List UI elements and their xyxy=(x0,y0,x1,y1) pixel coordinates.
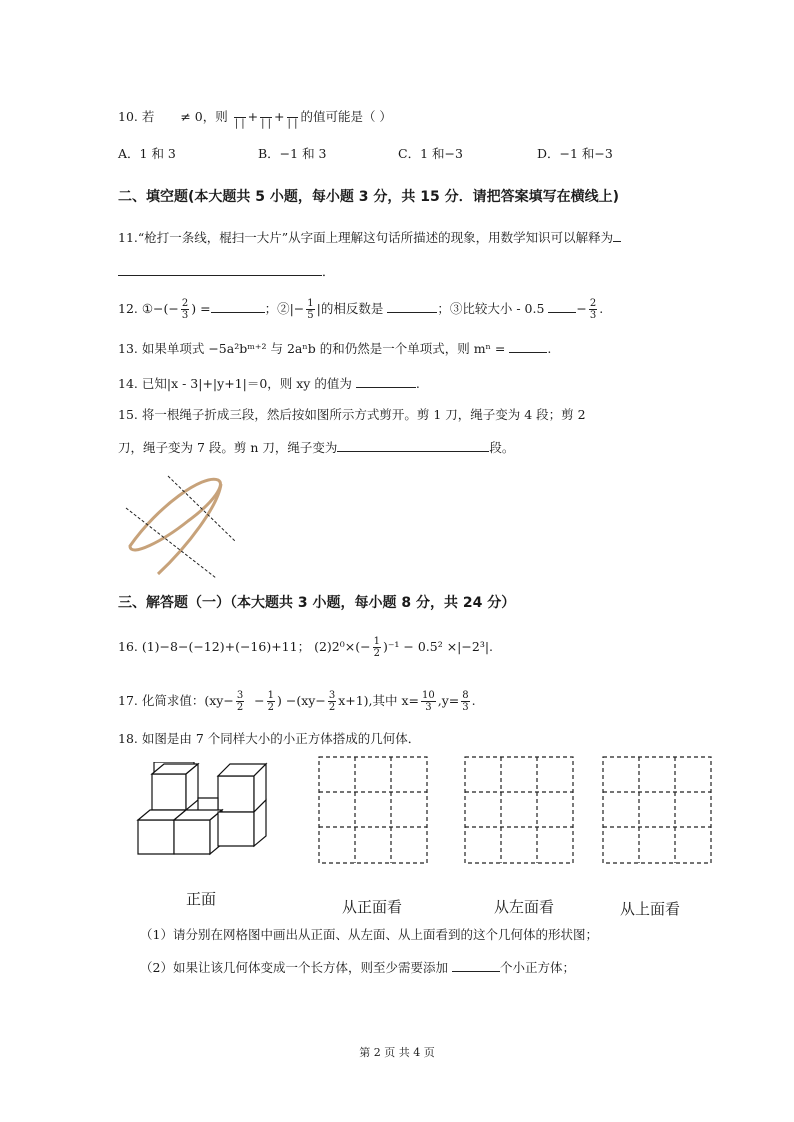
q12-frac3-num: 2 xyxy=(589,298,597,309)
q17-f3-num: 3 xyxy=(328,690,336,701)
q13-line xyxy=(118,339,551,358)
q18-sub2-text: （2）如果让该几何体变成一个长方体，则至少需要添加 xyxy=(140,960,448,975)
q11-answer-blank[interactable] xyxy=(118,262,322,276)
q17-f3-den: 2 xyxy=(328,702,336,713)
q14-line xyxy=(118,374,420,393)
q10-stem: 10. 若 ≠ 0，则 | | + | | + | | 的值可能是（ ） xyxy=(118,106,392,129)
q12-part2: ；②|− xyxy=(264,301,305,316)
q17-f1-den: 2 xyxy=(236,702,244,713)
q12-blank-3[interactable] xyxy=(548,299,576,313)
rope-figure xyxy=(118,466,243,581)
q18-stem: 18. 如图是由 7 个同样大小的小正方体搭成的几何体． xyxy=(118,731,421,746)
q12-frac2-den: 5 xyxy=(307,310,314,321)
q15-line2 xyxy=(118,438,514,457)
q12-frac2-num: 1 xyxy=(307,298,314,309)
q16-part1: 16. (1)−8−(−12)+(−16)+11； xyxy=(118,639,311,654)
q10-prefix: 10. 若 xyxy=(118,109,155,124)
grid-top-view[interactable] xyxy=(602,756,714,866)
q18-sub1: （1）请分别在网格图中画出从正面、从左面、从上面看到的这个几何体的形状图； xyxy=(140,927,598,942)
q10-option-b[interactable]: B．−1 和 3 xyxy=(258,146,327,161)
q17-f4-num: 10 xyxy=(422,690,435,701)
q14-text: 14. 已知|x - 3|+|y+1|＝0，则 xy 的值为 xyxy=(118,376,352,391)
q15-line2-text: 刀，绳子变为 7 段。剪 n 刀，绳子变为 xyxy=(118,440,338,455)
q12-blank-2[interactable] xyxy=(387,299,437,313)
q17-d: x+1),其中 x= xyxy=(338,693,420,708)
q15-line1: 15. 将一根绳子折成三段，然后按如图所示方式剪开。剪 1 刀，绳子变为 4 段；剪 2 xyxy=(118,407,586,422)
q17-f4-den: 3 xyxy=(425,702,432,713)
page-footer: 第 2 页 共 4 页 xyxy=(359,1046,435,1059)
section3-title: 三、解答题（一）（本大题共 3 小题，每小题 8 分，共 24 分） xyxy=(118,595,516,611)
q10-option-c[interactable]: C．1 和−3 xyxy=(398,146,463,161)
q16-frac-num: 1 xyxy=(373,636,380,647)
q12-frac1-den: 3 xyxy=(181,310,189,321)
q10-frac-1: | | xyxy=(234,106,246,129)
cut-line-2 xyxy=(126,508,216,578)
q16-part2-a: (2)2⁰×(− xyxy=(314,639,371,654)
cube-top-left-front xyxy=(152,774,186,810)
q16-frac-den: 2 xyxy=(373,648,380,659)
q10-option-a[interactable]: A．1 和 3 xyxy=(118,146,176,161)
cube-top-right-front xyxy=(218,776,254,812)
q17-f1-num: 3 xyxy=(236,690,244,701)
q17-line xyxy=(118,690,476,713)
q17-a: 17. 化简求值：(xy− xyxy=(118,693,234,708)
q11-line2 xyxy=(118,262,335,281)
q15-blank[interactable] xyxy=(337,438,489,452)
q10-frac-2: | | xyxy=(260,106,272,129)
cut-line-1 xyxy=(168,476,236,542)
q17-f2-den: 2 xyxy=(267,702,275,713)
grid-left-view[interactable] xyxy=(464,756,576,866)
q11-blank-tail[interactable] xyxy=(613,228,621,242)
q11-end: ． xyxy=(322,264,335,279)
q18-sub2-blank[interactable] xyxy=(452,958,500,972)
q14-blank[interactable] xyxy=(356,374,416,388)
q18-sub2 xyxy=(140,958,575,977)
q17-b: − xyxy=(254,693,265,708)
q12-part1: 12. ①−(− xyxy=(118,301,179,316)
q16-part2-b: )⁻¹ − 0.5² ×|−2³|. xyxy=(382,639,494,654)
q13-blank[interactable] xyxy=(509,339,547,353)
q17-f: . xyxy=(471,693,476,708)
q17-f2-num: 1 xyxy=(267,690,275,701)
section2-title: 二、填空题(本大题共 5 小题，每小题 3 分，共 15 分．请把答案填写在横线上) xyxy=(118,189,620,205)
q13-text: 13. 如果单项式 −5a²bᵐ⁺² 与 2aⁿb 的和仍然是一个单项式，则 mⁿ = xyxy=(118,341,506,356)
q17-f5-den: 3 xyxy=(462,702,469,713)
q12-part3: ；③比较大小 - 0.5 xyxy=(437,301,545,316)
q12-blank-1[interactable] xyxy=(211,299,265,313)
q17-e: ,y= xyxy=(437,693,460,708)
q12-part3-end: . xyxy=(599,301,604,316)
cube-bottom-1-front xyxy=(138,820,174,854)
cube-bottom-2-front xyxy=(174,820,210,854)
q15-line2-end: 段。 xyxy=(489,440,515,455)
label-top-view: 从上面看 xyxy=(620,900,681,918)
q10-option-d[interactable]: D．−1 和−3 xyxy=(537,146,613,161)
q10-suffix: 的值可能是（ ） xyxy=(300,109,392,124)
cube-figure xyxy=(134,762,276,856)
cube-bottom-3-front xyxy=(218,812,254,846)
label-front-view: 从正面看 xyxy=(342,898,403,916)
q12-frac3-den: 3 xyxy=(589,310,597,321)
q14-end: . xyxy=(415,376,420,391)
q12-part1-end: ) = xyxy=(191,301,211,316)
q16-line xyxy=(118,636,493,659)
q13-end: . xyxy=(547,341,552,356)
label-left-view: 从左面看 xyxy=(494,898,555,916)
q17-f5-num: 8 xyxy=(462,690,469,701)
q10-frac-3: | | xyxy=(287,106,299,129)
q11-text: 11.“枪打一条线，棍扫一大片”从字面上理解这句话所描述的现象，用数学知识可以解释为 xyxy=(118,230,614,245)
q17-c: ) −(xy− xyxy=(277,693,326,708)
q12-frac1-num: 2 xyxy=(181,298,189,309)
grid-front-view[interactable] xyxy=(318,756,430,866)
q11-line1 xyxy=(118,228,621,247)
q18-sub2-end: 个小正方体； xyxy=(499,960,575,975)
q12-minus: − xyxy=(576,301,587,316)
q10-neq: ≠ 0，则 xyxy=(180,109,228,124)
front-figure-label: 正面 xyxy=(186,890,217,908)
q12-part2-end: |的相反数是 xyxy=(316,301,384,316)
q12-line xyxy=(118,298,603,321)
